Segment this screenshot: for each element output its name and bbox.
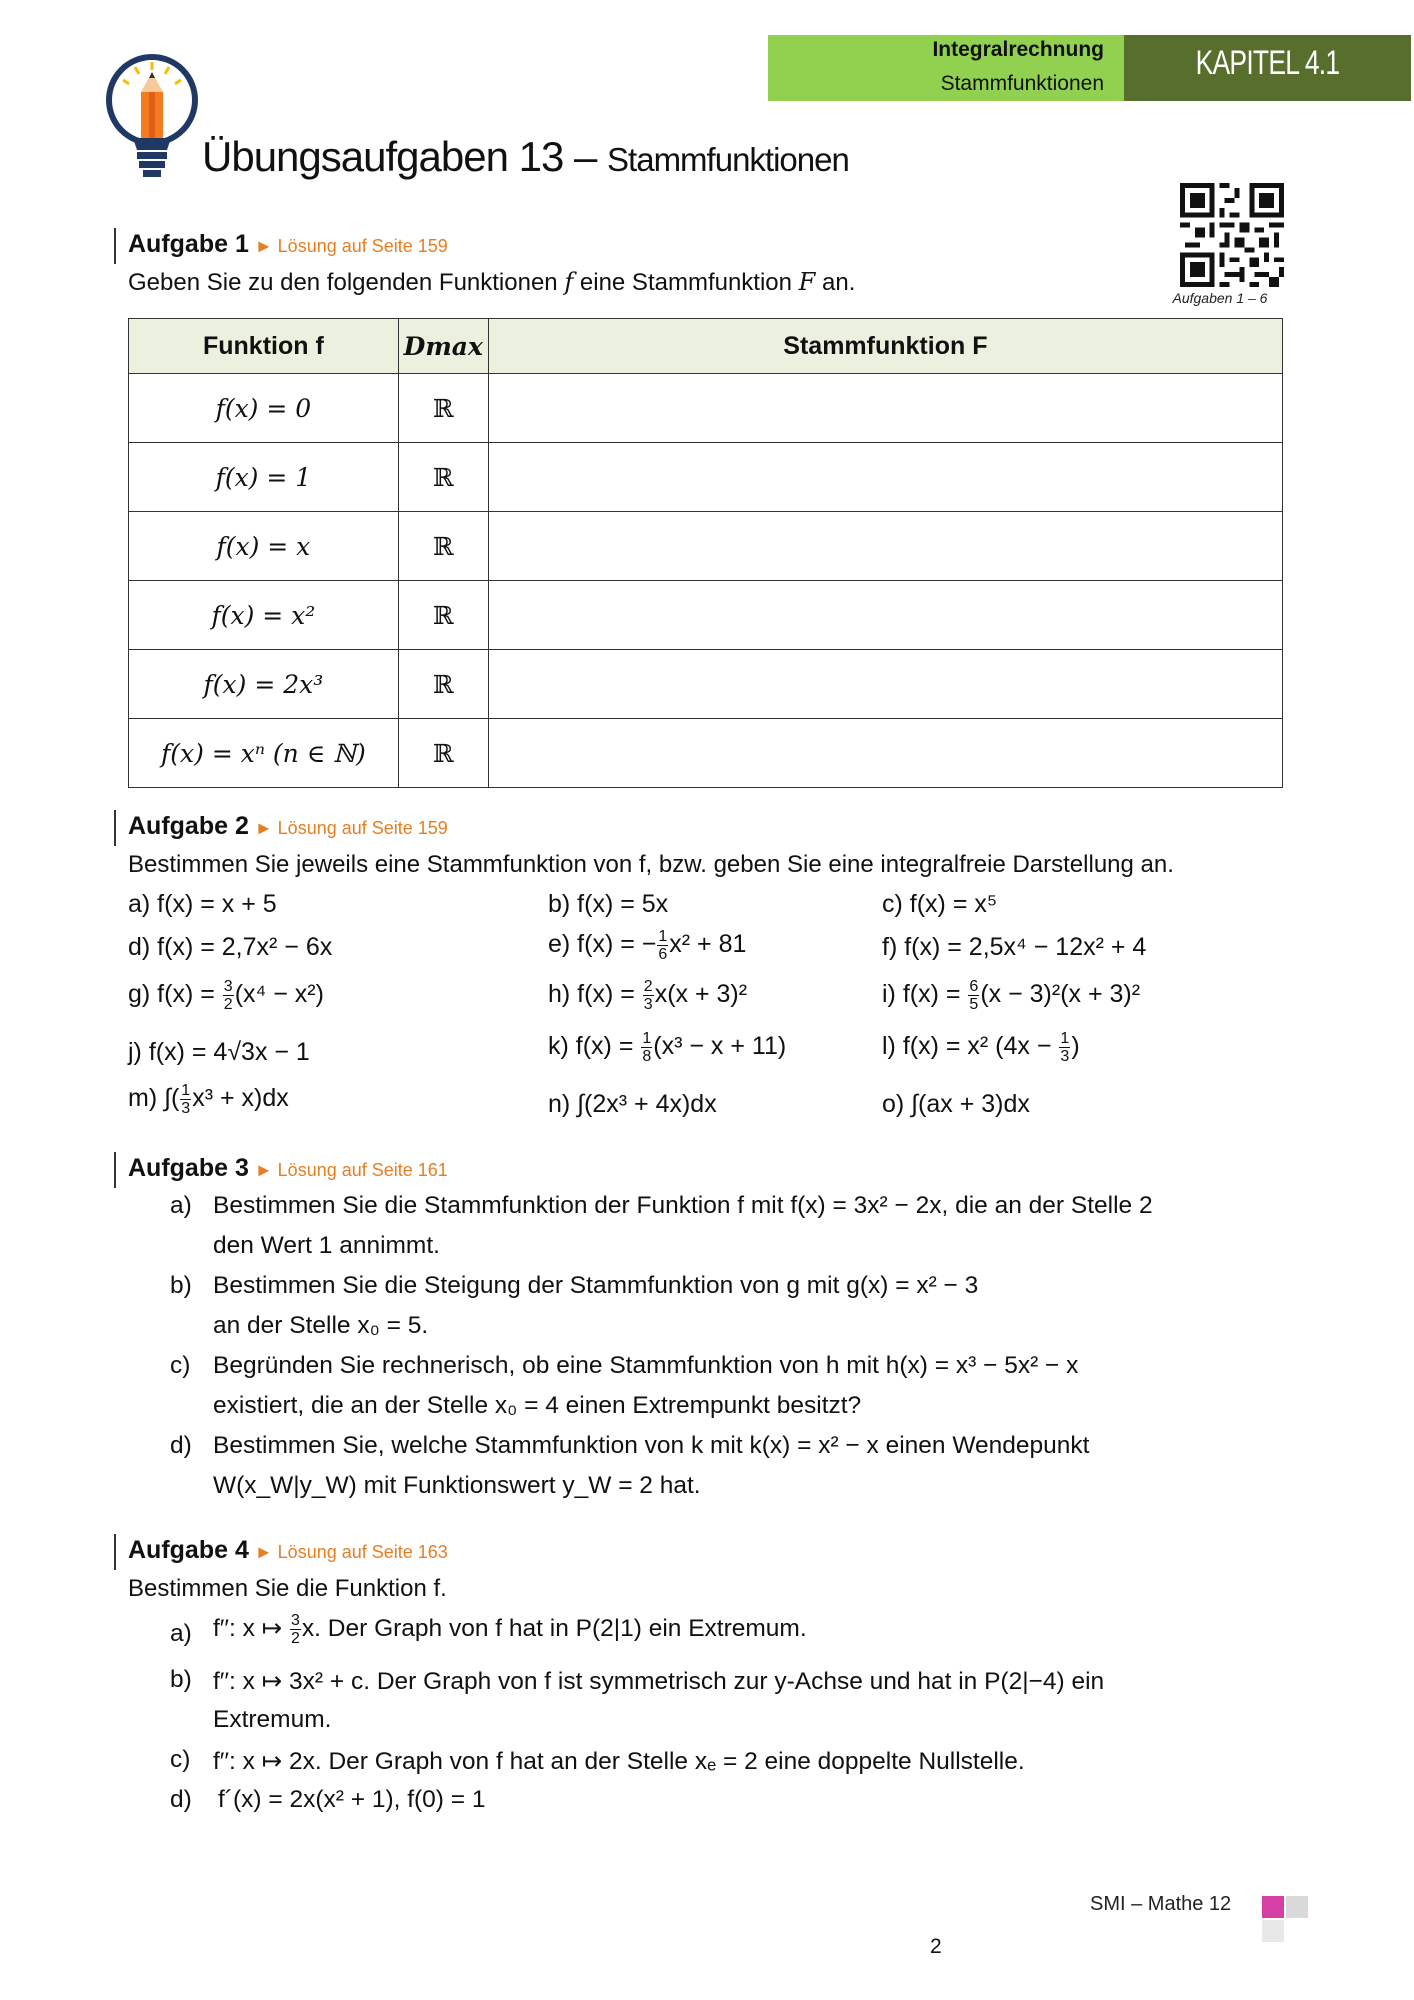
cell-domain: ℝ bbox=[398, 719, 488, 788]
fraction-denominator: 3 bbox=[181, 1100, 191, 1117]
task4-b-label: b) bbox=[170, 1666, 192, 1693]
task4-title-text: Aufgabe 4 bbox=[128, 1536, 249, 1564]
task2-solution-link[interactable]: ► Lösung auf Seite 159 bbox=[254, 818, 448, 838]
task4-b-line1: f′′: x ↦ 3x² + c. Der Graph von f ist symmetrisch zur y-Achse und hat in P(2|−4) ein bbox=[213, 1668, 1105, 1695]
cell-function: f(x) = xⁿ (n ∈ ℕ) bbox=[129, 719, 399, 788]
task3-solution-link[interactable]: ► Lösung auf Seite 161 bbox=[254, 1160, 448, 1180]
task3-d-line1: Bestimmen Sie, welche Stammfunktion von k mit k(x) = x² − x einen Wendepunkt bbox=[213, 1432, 1090, 1459]
task3-title bbox=[128, 1154, 448, 1183]
fraction bbox=[643, 978, 654, 1013]
task4-c-label: c) bbox=[170, 1746, 191, 1773]
task2-item-k-pre: k) f(x) = bbox=[548, 1032, 634, 1061]
cell-answer[interactable] bbox=[488, 374, 1282, 443]
footer-grey-square bbox=[1286, 1896, 1308, 1918]
task4-c-line1: f′′: x ↦ 2x. Der Graph von f hat an der Stelle xₑ = 2 eine doppelte Nullstelle. bbox=[213, 1748, 1025, 1775]
task4-a-line bbox=[213, 1612, 807, 1647]
task2-item-f: f) f(x) = 2,5x⁴ − 12x² + 4 bbox=[882, 933, 1147, 961]
task3-title-text: Aufgabe 3 bbox=[128, 1154, 249, 1182]
qr-caption: Aufgaben 1 – 6 bbox=[1172, 290, 1268, 306]
cell-function: f(x) = x² bbox=[129, 581, 399, 650]
task1-solution-link[interactable]: ► Lösung auf Seite 159 bbox=[254, 236, 448, 256]
cell-domain: ℝ bbox=[398, 443, 488, 512]
task3-c-line1: Begründen Sie rechnerisch, ob eine Stammfunktion von h mit h(x) = x³ − 5x² − x bbox=[213, 1352, 1079, 1379]
fraction-denominator: 3 bbox=[643, 996, 653, 1013]
task2-item-g-post: (x⁴ − x²) bbox=[234, 980, 324, 1009]
task3-c-label: c) bbox=[170, 1352, 191, 1379]
task3-d-line2: W(x_W|y_W) mit Funktionswert y_W = 2 hat. bbox=[213, 1472, 701, 1499]
task3-b-line2: an der Stelle x₀ = 5. bbox=[213, 1312, 429, 1339]
fraction bbox=[657, 928, 668, 963]
cell-answer[interactable] bbox=[488, 581, 1282, 650]
cell-domain: ℝ bbox=[398, 374, 488, 443]
table-row bbox=[129, 650, 1283, 719]
task1-text-post: an. bbox=[822, 269, 856, 296]
task2-item-h-pre: h) f(x) = bbox=[548, 980, 635, 1009]
task2-item-d: d) f(x) = 2,7x² − 6x bbox=[128, 933, 333, 961]
task3-marker bbox=[114, 1152, 116, 1188]
fraction-numerator: 3 bbox=[291, 1612, 300, 1629]
stammfunktion-table bbox=[128, 318, 1283, 788]
fraction-denominator: 5 bbox=[969, 996, 979, 1013]
qr-code-icon[interactable] bbox=[1180, 183, 1284, 287]
task2-item-m bbox=[128, 1082, 289, 1117]
fraction-denominator: 6 bbox=[658, 946, 668, 963]
table-row bbox=[129, 374, 1283, 443]
task2-item-n: n) ∫(2x³ + 4x)dx bbox=[548, 1090, 717, 1118]
col-header-dmax: Dmax bbox=[398, 319, 488, 374]
task2-item-k bbox=[548, 1030, 786, 1065]
task4-a-post: x. Der Graph von f hat in P(2|1) ein Extremum. bbox=[301, 1614, 807, 1642]
fraction bbox=[641, 1030, 652, 1065]
lightbulb-pencil-logo-icon bbox=[105, 50, 200, 190]
footer-pink-square bbox=[1262, 1896, 1284, 1918]
fraction bbox=[223, 978, 234, 1013]
task4-a-pre: f′′: x ↦ bbox=[213, 1614, 283, 1642]
task4-a-label: a) bbox=[170, 1620, 192, 1647]
header-chapter: KAPITEL 4.1 bbox=[1195, 44, 1340, 82]
fraction-numerator: 1 bbox=[181, 1082, 191, 1099]
task2-item-i bbox=[882, 978, 1140, 1013]
page-title-main: Übungsaufgaben 13 – bbox=[202, 133, 597, 180]
task2-item-k-post: (x³ − x + 11) bbox=[653, 1032, 787, 1061]
fraction-numerator: 2 bbox=[643, 978, 653, 995]
cell-answer[interactable] bbox=[488, 443, 1282, 512]
page-number: 2 bbox=[930, 1935, 942, 1958]
task3-b-line1: Bestimmen Sie die Steigung der Stammfunktion von g mit g(x) = x² − 3 bbox=[213, 1272, 979, 1299]
fraction-denominator: 8 bbox=[642, 1048, 652, 1065]
task1-instructions bbox=[128, 268, 855, 297]
task4-d-label: d) bbox=[170, 1786, 192, 1813]
task2-item-g bbox=[128, 978, 324, 1013]
cell-domain: ℝ bbox=[398, 650, 488, 719]
task2-item-m-pre: m) ∫( bbox=[128, 1084, 180, 1113]
task2-marker bbox=[114, 810, 116, 846]
task2-item-e-pre: e) f(x) = − bbox=[548, 930, 657, 959]
task1-text-pre: Geben Sie zu den folgenden Funktionen bbox=[128, 269, 558, 296]
task4-title bbox=[128, 1536, 448, 1565]
task2-item-l bbox=[882, 1030, 1080, 1065]
task3-a-label: a) bbox=[170, 1192, 192, 1219]
task4-solution-link[interactable]: ► Lösung auf Seite 163 bbox=[254, 1542, 448, 1562]
fraction-denominator: 2 bbox=[223, 996, 233, 1013]
task1-text-mid: eine Stammfunktion bbox=[579, 269, 792, 296]
task3-a-line2: den Wert 1 annimmt. bbox=[213, 1232, 440, 1259]
task2-item-i-pre: i) f(x) = bbox=[882, 980, 961, 1009]
task2-item-a: a) f(x) = x + 5 bbox=[128, 890, 277, 918]
task1-marker bbox=[114, 228, 116, 264]
task4-d-line1: f´(x) = 2x(x² + 1), f(0) = 1 bbox=[218, 1786, 486, 1813]
fraction-numerator: 1 bbox=[1060, 1030, 1070, 1047]
task2-item-h-post: x(x + 3)² bbox=[654, 980, 748, 1009]
task2-item-e-post: x² + 81 bbox=[669, 930, 747, 959]
fraction-numerator: 1 bbox=[642, 1030, 652, 1047]
cell-answer[interactable] bbox=[488, 512, 1282, 581]
fraction bbox=[290, 1612, 301, 1647]
task2-item-m-post: x³ + x)dx bbox=[192, 1084, 289, 1113]
fraction-denominator: 3 bbox=[1060, 1048, 1070, 1065]
cell-function: f(x) = x bbox=[129, 512, 399, 581]
table-row bbox=[129, 443, 1283, 512]
task4-instructions: Bestimmen Sie die Funktion f. bbox=[128, 1575, 447, 1602]
fraction bbox=[1059, 1030, 1070, 1065]
cell-function: f(x) = 0 bbox=[129, 374, 399, 443]
task4-b-line2: Extremum. bbox=[213, 1706, 332, 1733]
cell-function: f(x) = 2x³ bbox=[129, 650, 399, 719]
page-title bbox=[202, 133, 849, 181]
task2-title-text: Aufgabe 2 bbox=[128, 812, 249, 840]
fraction-numerator: 3 bbox=[223, 978, 233, 995]
task2-item-l-pre: l) f(x) = x² (4x − bbox=[882, 1032, 1052, 1061]
header-topic: Integralrechnung bbox=[932, 38, 1104, 61]
task1-title bbox=[128, 230, 448, 259]
footer-course: SMI – Mathe 12 bbox=[1090, 1893, 1232, 1915]
task2-item-j: j) f(x) = 4√3x − 1 bbox=[128, 1038, 310, 1066]
col-header-funktion: Funktion f bbox=[129, 319, 399, 374]
task2-item-c: c) f(x) = x⁵ bbox=[882, 890, 998, 918]
task2-item-o: o) ∫(ax + 3)dx bbox=[882, 1090, 1030, 1118]
cell-domain: ℝ bbox=[398, 512, 488, 581]
task4-marker bbox=[114, 1534, 116, 1570]
footer-grey-square bbox=[1262, 1920, 1284, 1942]
table-row bbox=[129, 512, 1283, 581]
header-subtopic: Stammfunktionen bbox=[940, 72, 1104, 95]
page-title-sub: Stammfunktionen bbox=[607, 141, 849, 178]
task2-item-b: b) f(x) = 5x bbox=[548, 890, 669, 918]
table-row bbox=[129, 581, 1283, 650]
task2-item-g-pre: g) f(x) = bbox=[128, 980, 215, 1009]
task3-a-line1: Bestimmen Sie die Stammfunktion der Funktion f mit f(x) = 3x² − 2x, die an der Stelle 2 bbox=[213, 1192, 1153, 1219]
task3-d-label: d) bbox=[170, 1432, 192, 1459]
fraction bbox=[180, 1082, 191, 1117]
fraction-numerator: 1 bbox=[658, 928, 668, 945]
task3-c-line2: existiert, die an der Stelle x₀ = 4 einen Extrempunkt besitzt? bbox=[213, 1392, 862, 1419]
cell-answer[interactable] bbox=[488, 719, 1282, 788]
task2-item-h bbox=[548, 978, 747, 1013]
task2-item-l-post: ) bbox=[1071, 1032, 1080, 1061]
cell-function: f(x) = 1 bbox=[129, 443, 399, 512]
fraction-denominator: 2 bbox=[291, 1630, 300, 1647]
task1-title-text: Aufgabe 1 bbox=[128, 230, 249, 258]
task3-b-label: b) bbox=[170, 1272, 192, 1299]
task2-title bbox=[128, 812, 448, 841]
fraction bbox=[968, 978, 979, 1013]
task2-item-e bbox=[548, 928, 746, 963]
col-header-stammfunktion: Stammfunktion F bbox=[488, 319, 1282, 374]
task2-instructions: Bestimmen Sie jeweils eine Stammfunktion von f, bzw. geben Sie eine integralfreie Darstellung an. bbox=[128, 851, 1174, 878]
table-header-row bbox=[129, 319, 1283, 374]
fraction-numerator: 6 bbox=[969, 978, 979, 995]
cell-domain: ℝ bbox=[398, 581, 488, 650]
task1-var-F: F bbox=[798, 268, 816, 296]
task2-item-i-post: (x − 3)²(x + 3)² bbox=[980, 980, 1141, 1009]
table-row bbox=[129, 719, 1283, 788]
task1-var-f: f bbox=[564, 268, 574, 296]
cell-answer[interactable] bbox=[488, 650, 1282, 719]
